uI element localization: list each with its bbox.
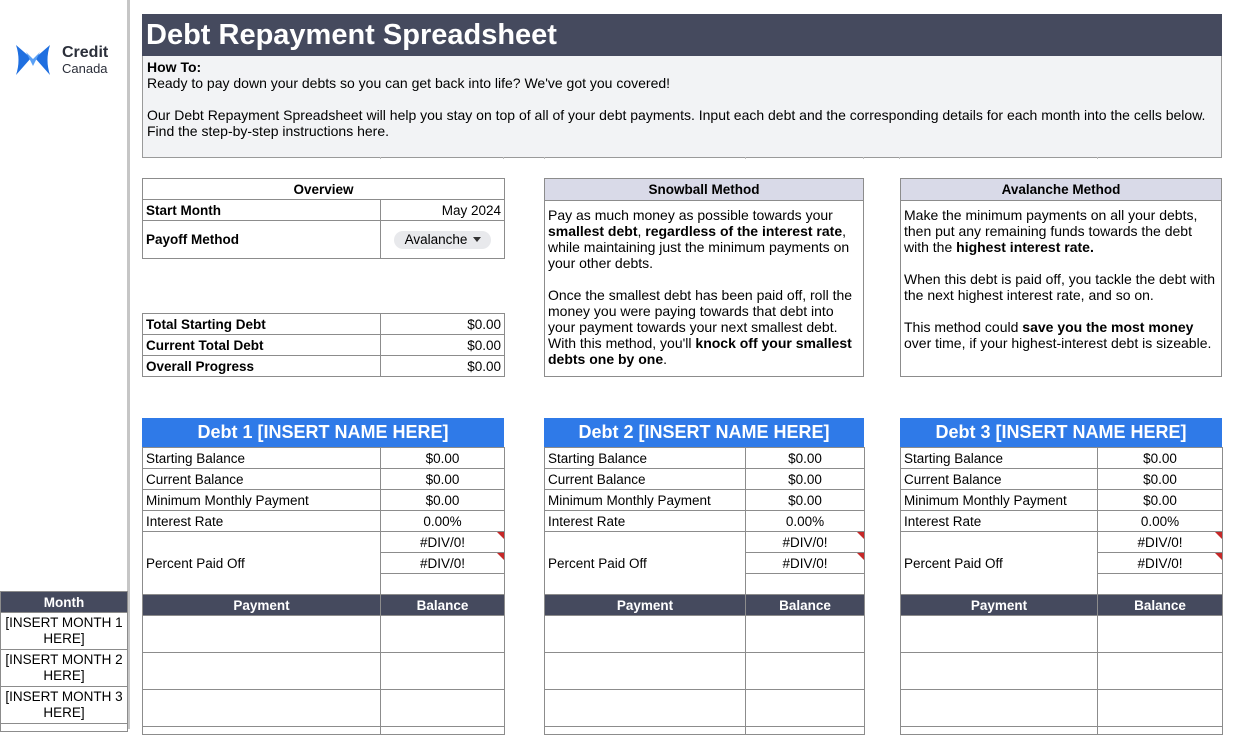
error-marker-icon: [857, 532, 864, 539]
current-total-debt-label: Current Total Debt: [143, 335, 381, 356]
percent-paid-cell-3[interactable]: [1098, 574, 1223, 595]
starting-balance-cell[interactable]: $0.00: [746, 448, 865, 469]
current-total-debt-cell[interactable]: $0.00: [381, 335, 505, 356]
error-marker-icon: [857, 553, 864, 560]
debt-1-title[interactable]: Debt 1 [INSERT NAME HERE]: [142, 418, 504, 447]
percent-paid-label: Percent Paid Off: [901, 532, 1098, 595]
balance-cell[interactable]: [746, 616, 865, 653]
month-column-table: [0, 591, 128, 732]
overview-header: Overview: [143, 179, 505, 200]
interest-rate-label: Interest Rate: [545, 511, 746, 532]
overview-table: [142, 178, 505, 259]
payment-cell[interactable]: [143, 616, 381, 653]
balance-cell[interactable]: [1098, 690, 1223, 727]
overall-progress-label: Overall Progress: [143, 356, 381, 377]
month-row-1[interactable]: [INSERT MONTH 1 HERE]: [1, 613, 128, 650]
totals-table: [142, 313, 505, 377]
current-balance-label: Current Balance: [143, 469, 381, 490]
payment-cell[interactable]: [545, 727, 746, 735]
month-header: Month: [1, 592, 128, 613]
error-marker-icon: [497, 553, 504, 560]
percent-paid-label: Percent Paid Off: [143, 532, 381, 595]
starting-balance-label: Starting Balance: [901, 448, 1098, 469]
current-balance-label: Current Balance: [545, 469, 746, 490]
logo-text-canada: Canada: [62, 61, 108, 76]
starting-balance-cell[interactable]: $0.00: [381, 448, 505, 469]
current-balance-cell[interactable]: $0.00: [381, 469, 505, 490]
percent-paid-cell-2[interactable]: #DIV/0!: [381, 553, 505, 574]
current-balance-cell[interactable]: $0.00: [1098, 469, 1223, 490]
payment-cell[interactable]: [143, 727, 381, 735]
start-month-label: Start Month: [143, 200, 381, 221]
payment-column-header: Payment: [901, 595, 1098, 616]
starting-balance-label: Starting Balance: [143, 448, 381, 469]
balance-column-header: Balance: [746, 595, 865, 616]
payment-cell[interactable]: [143, 653, 381, 690]
debt-2-table: [544, 447, 865, 735]
interest-rate-cell[interactable]: 0.00%: [1098, 511, 1223, 532]
percent-paid-cell-3[interactable]: [746, 574, 865, 595]
percent-paid-cell-3[interactable]: [381, 574, 505, 595]
butterfly-logo-icon: [14, 42, 52, 78]
minimum-payment-label: Minimum Monthly Payment: [545, 490, 746, 511]
balance-cell[interactable]: [746, 690, 865, 727]
balance-cell[interactable]: [381, 616, 505, 653]
debt-3-block: [900, 418, 1222, 735]
snowball-method-box[interactable]: [544, 178, 864, 377]
payment-cell[interactable]: [143, 690, 381, 727]
start-month-cell[interactable]: May 2024: [381, 200, 505, 221]
minimum-payment-label: Minimum Monthly Payment: [143, 490, 381, 511]
balance-cell[interactable]: [1098, 653, 1223, 690]
minimum-payment-cell[interactable]: $0.00: [1098, 490, 1223, 511]
percent-paid-cell-1[interactable]: #DIV/0!: [1098, 532, 1223, 553]
payoff-method-dropdown[interactable]: [394, 231, 492, 249]
payment-cell[interactable]: [901, 690, 1098, 727]
starting-balance-cell[interactable]: $0.00: [1098, 448, 1223, 469]
balance-cell[interactable]: [746, 727, 865, 735]
interest-rate-label: Interest Rate: [143, 511, 381, 532]
avalanche-paragraph-1: Make the minimum payments on all your debts, then put any remaining funds towards the debt with the highest interest rate.: [904, 207, 1198, 255]
minimum-payment-cell[interactable]: $0.00: [746, 490, 865, 511]
balance-column-header: Balance: [1098, 595, 1223, 616]
snowball-method-header: Snowball Method: [545, 179, 863, 201]
payment-column-header: Payment: [545, 595, 746, 616]
starting-balance-label: Starting Balance: [545, 448, 746, 469]
page-title[interactable]: Debt Repayment Spreadsheet: [142, 14, 1222, 56]
debt-1-block: [142, 418, 504, 735]
error-marker-icon: [1215, 532, 1222, 539]
payment-cell[interactable]: [901, 616, 1098, 653]
payoff-method-label: Payoff Method: [143, 221, 381, 259]
current-balance-cell[interactable]: $0.00: [746, 469, 865, 490]
percent-paid-label: Percent Paid Off: [545, 532, 746, 595]
minimum-payment-label: Minimum Monthly Payment: [901, 490, 1098, 511]
balance-cell[interactable]: [381, 727, 505, 735]
payment-cell[interactable]: [545, 653, 746, 690]
month-row-3[interactable]: [INSERT MONTH 3 HERE]: [1, 687, 128, 724]
balance-cell[interactable]: [1098, 616, 1223, 653]
current-balance-label: Current Balance: [901, 469, 1098, 490]
percent-paid-cell-1[interactable]: #DIV/0!: [381, 532, 505, 553]
minimum-payment-cell[interactable]: $0.00: [381, 490, 505, 511]
total-starting-debt-label: Total Starting Debt: [143, 314, 381, 335]
payoff-method-value: Avalanche: [404, 231, 468, 247]
howto-instructions: Our Debt Repayment Spreadsheet will help you stay on top of all of your debt payments. Input each debt and the corresponding details for each month into the cells below. Find the step-by-step instructions here.: [147, 107, 1206, 139]
total-starting-debt-cell[interactable]: $0.00: [381, 314, 505, 335]
payoff-method-cell[interactable]: [381, 221, 505, 259]
percent-paid-cell-2[interactable]: #DIV/0!: [746, 553, 865, 574]
credit-canada-logo: [14, 40, 129, 80]
avalanche-method-header: Avalanche Method: [901, 179, 1221, 201]
debt-1-table: [142, 447, 505, 735]
column-markers: [142, 157, 1222, 159]
interest-rate-label: Interest Rate: [901, 511, 1098, 532]
month-row-4[interactable]: [1, 724, 128, 732]
payment-column-header: Payment: [143, 595, 381, 616]
percent-paid-cell-2[interactable]: #DIV/0!: [1098, 553, 1223, 574]
debt-3-table: [900, 447, 1223, 735]
interest-rate-cell[interactable]: 0.00%: [746, 511, 865, 532]
avalanche-method-box[interactable]: [900, 178, 1222, 377]
chevron-down-icon: [473, 237, 481, 242]
balance-cell[interactable]: [381, 690, 505, 727]
balance-cell[interactable]: [746, 653, 865, 690]
overall-progress-cell[interactable]: $0.00: [381, 356, 505, 377]
howto-intro: Ready to pay down your debts so you can get back into life? We've got you covered!: [147, 75, 671, 91]
debt-2-title[interactable]: Debt 2 [INSERT NAME HERE]: [544, 418, 864, 447]
avalanche-paragraph-2: When this debt is paid off, you tackle the debt with the next highest interest rate, and so on.: [904, 271, 1216, 303]
snowball-paragraph-1: Pay as much money as possible towards your smallest debt, regardless of the interest rate, while maintaining just the minimum payments on your other debts.: [548, 207, 850, 271]
howto-section[interactable]: [142, 56, 1222, 158]
balance-cell[interactable]: [381, 653, 505, 690]
interest-rate-cell[interactable]: 0.00%: [381, 511, 505, 532]
balance-column-header: Balance: [381, 595, 505, 616]
debt-3-title[interactable]: Debt 3 [INSERT NAME HERE]: [900, 418, 1222, 447]
percent-paid-cell-1[interactable]: #DIV/0!: [746, 532, 865, 553]
snowball-paragraph-2: Once the smallest debt has been paid off, roll the money you were paying towards that debt into your payment towards your next smallest debt. With this method, you'll knock off your smallest debts one by one.: [548, 287, 853, 367]
howto-heading: How To:: [147, 59, 202, 75]
logo-text-credit: Credit: [62, 44, 109, 61]
balance-cell[interactable]: [1098, 727, 1223, 735]
payment-cell[interactable]: [901, 727, 1098, 735]
error-marker-icon: [497, 532, 504, 539]
payment-cell[interactable]: [901, 653, 1098, 690]
month-row-2[interactable]: [INSERT MONTH 2 HERE]: [1, 650, 128, 687]
payment-cell[interactable]: [545, 616, 746, 653]
avalanche-paragraph-3: This method could save you the most money over time, if your highest-interest debt is sizeable.: [904, 319, 1212, 351]
debt-2-block: [544, 418, 864, 735]
payment-cell[interactable]: [545, 690, 746, 727]
error-marker-icon: [1215, 553, 1222, 560]
